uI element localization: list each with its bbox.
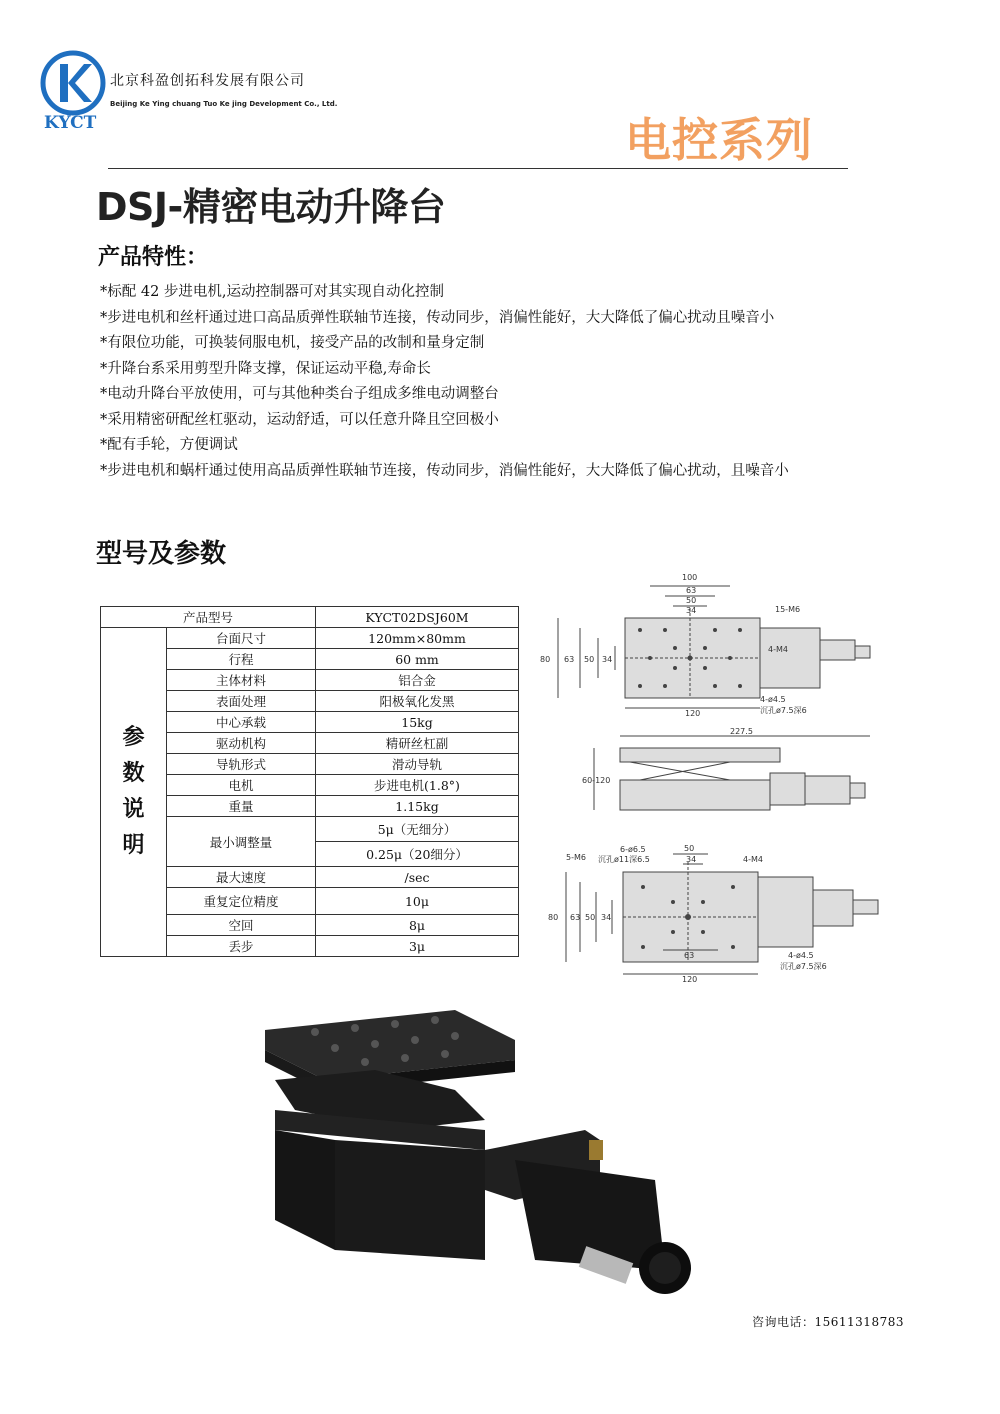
dim-label: 63 [686,586,697,595]
param-label: 最小调整量 [166,817,315,867]
feature-item: *配有手轮，方便调试 [100,437,238,453]
feature-item: *电动升降台平放使用，可与其他种类台子组成多维电动调整台 [100,386,499,402]
param-label: 行程 [166,649,315,670]
side-char: 明 [122,833,145,858]
param-label: 重量 [166,796,315,817]
dim-label: 沉孔ø7.5深6 [760,706,807,715]
dim-label: 15-M6 [775,605,801,614]
dim-label: 80 [548,913,559,922]
dim-label: 227.5 [730,728,753,736]
dim-label: 100 [682,573,698,582]
product-photo [255,1010,695,1310]
dim-label: 34 [686,855,697,864]
param-label: 驱动机构 [166,733,315,754]
dim-label: 6-ø6.5 [620,845,646,854]
dim-label: 120 [685,709,701,718]
dim-label: 63 [684,951,695,960]
header-divider [108,168,848,169]
param-value: 120mm×80mm [316,628,519,649]
param-value: 15kg [316,712,519,733]
dim-label: 34 [601,913,612,922]
side-char: 参 [122,725,145,750]
param-value: 0.25μ（20细分） [316,842,519,867]
dim-label: 4-ø4.5 [788,951,814,960]
dim-label: 63 [564,655,575,664]
dim-label: 34 [602,655,613,664]
dim-label: 5-M6 [566,853,586,862]
series-title: 电控系列 [625,113,813,167]
param-label: 空回 [166,915,315,936]
param-label: 台面尺寸 [166,628,315,649]
bottom-view-drawing [548,842,888,982]
dim-label: 4-M4 [768,645,788,654]
param-value: 8μ [316,915,519,936]
dim-label: 60-120 [582,776,611,785]
side-view-drawing [580,728,880,828]
feature-item: *标配 42 步进电机,运动控制器可对其实现自动化控制 [100,284,445,300]
param-value: 5μ（无细分） [316,817,519,842]
param-label: 电机 [166,775,315,796]
feature-item: *步进电机和丝杆通过进口高品质弹性联轴节连接，传动同步，消偏性能好，大大降低了偏心扰动且噪音小 [100,309,775,326]
dim-label: 34 [686,606,697,615]
param-value: 60 mm [316,649,519,670]
company-name-en: Beijing Ke Ying chuang Tuo Ke jing Development Co., Ltd. [110,100,338,108]
dim-label: 50 [684,844,695,853]
side-char: 数 [122,761,145,786]
dim-label: 沉孔ø7.5深6 [780,962,827,971]
dim-label: 80 [540,655,551,664]
param-value: 步进电机(1.8°) [316,775,519,796]
params-table [100,606,519,957]
params-heading: 型号及参数 [96,539,227,569]
feature-item: *升降台系采用剪型升降支撑，保证运动平稳,寿命长 [100,360,431,377]
param-value: 3μ [316,936,519,957]
side-label [101,628,167,957]
side-char: 说 [122,797,145,822]
features-list [100,280,930,484]
feature-item: *采用精密研配丝杠驱动，运动舒适，可以任意升降且空回极小 [100,411,499,428]
param-value: /sec [316,867,519,888]
dim-label: 63 [570,913,581,922]
param-value: 1.15kg [316,796,519,817]
table-row [101,607,519,628]
dim-label: 沉孔ø11深6.5 [598,855,650,864]
dim-label: 4-M4 [743,855,763,864]
logo-text: KYCT [44,113,97,133]
param-value: 阳极氧化发黑 [316,691,519,712]
param-label: 主体材料 [166,670,315,691]
company-logo-icon [40,50,106,116]
dim-label: 4-ø4.5 [760,695,786,704]
dim-label: 50 [686,596,697,605]
param-value: 精研丝杠副 [316,733,519,754]
dim-label: 120 [682,975,698,982]
param-label: 导轨形式 [166,754,315,775]
company-name-cn: 北京科盈创拓科发展有限公司 [110,73,305,89]
param-label: 表面处理 [166,691,315,712]
param-label: 最大速度 [166,867,315,888]
param-value: 铝合金 [316,670,519,691]
param-value: 10μ [316,888,519,915]
param-label: 重复定位精度 [166,888,315,915]
dim-label: 50 [584,655,595,664]
top-view-drawing [530,568,890,718]
table-row [101,628,519,649]
param-value: 滑动导轨 [316,754,519,775]
page-title: DSJ-精密电动升降台 [96,185,446,229]
model-label: 产品型号 [101,607,316,628]
contact-phone: 咨询电话：15611318783 [752,1315,904,1329]
param-label: 丢步 [166,936,315,957]
dim-label: 50 [585,913,596,922]
feature-item: *步进电机和蜗杆通过使用高品质弹性联轴节连接，传动同步，消偏性能好，大大降低了偏心扰动，且噪音小 [100,462,789,479]
features-heading: 产品特性： [98,245,209,270]
param-label: 中心承载 [166,712,315,733]
model-value: KYCT02DSJ60M [316,607,519,628]
feature-item: *有限位功能，可换装伺服电机，接受产品的改制和量身定制 [100,335,485,351]
